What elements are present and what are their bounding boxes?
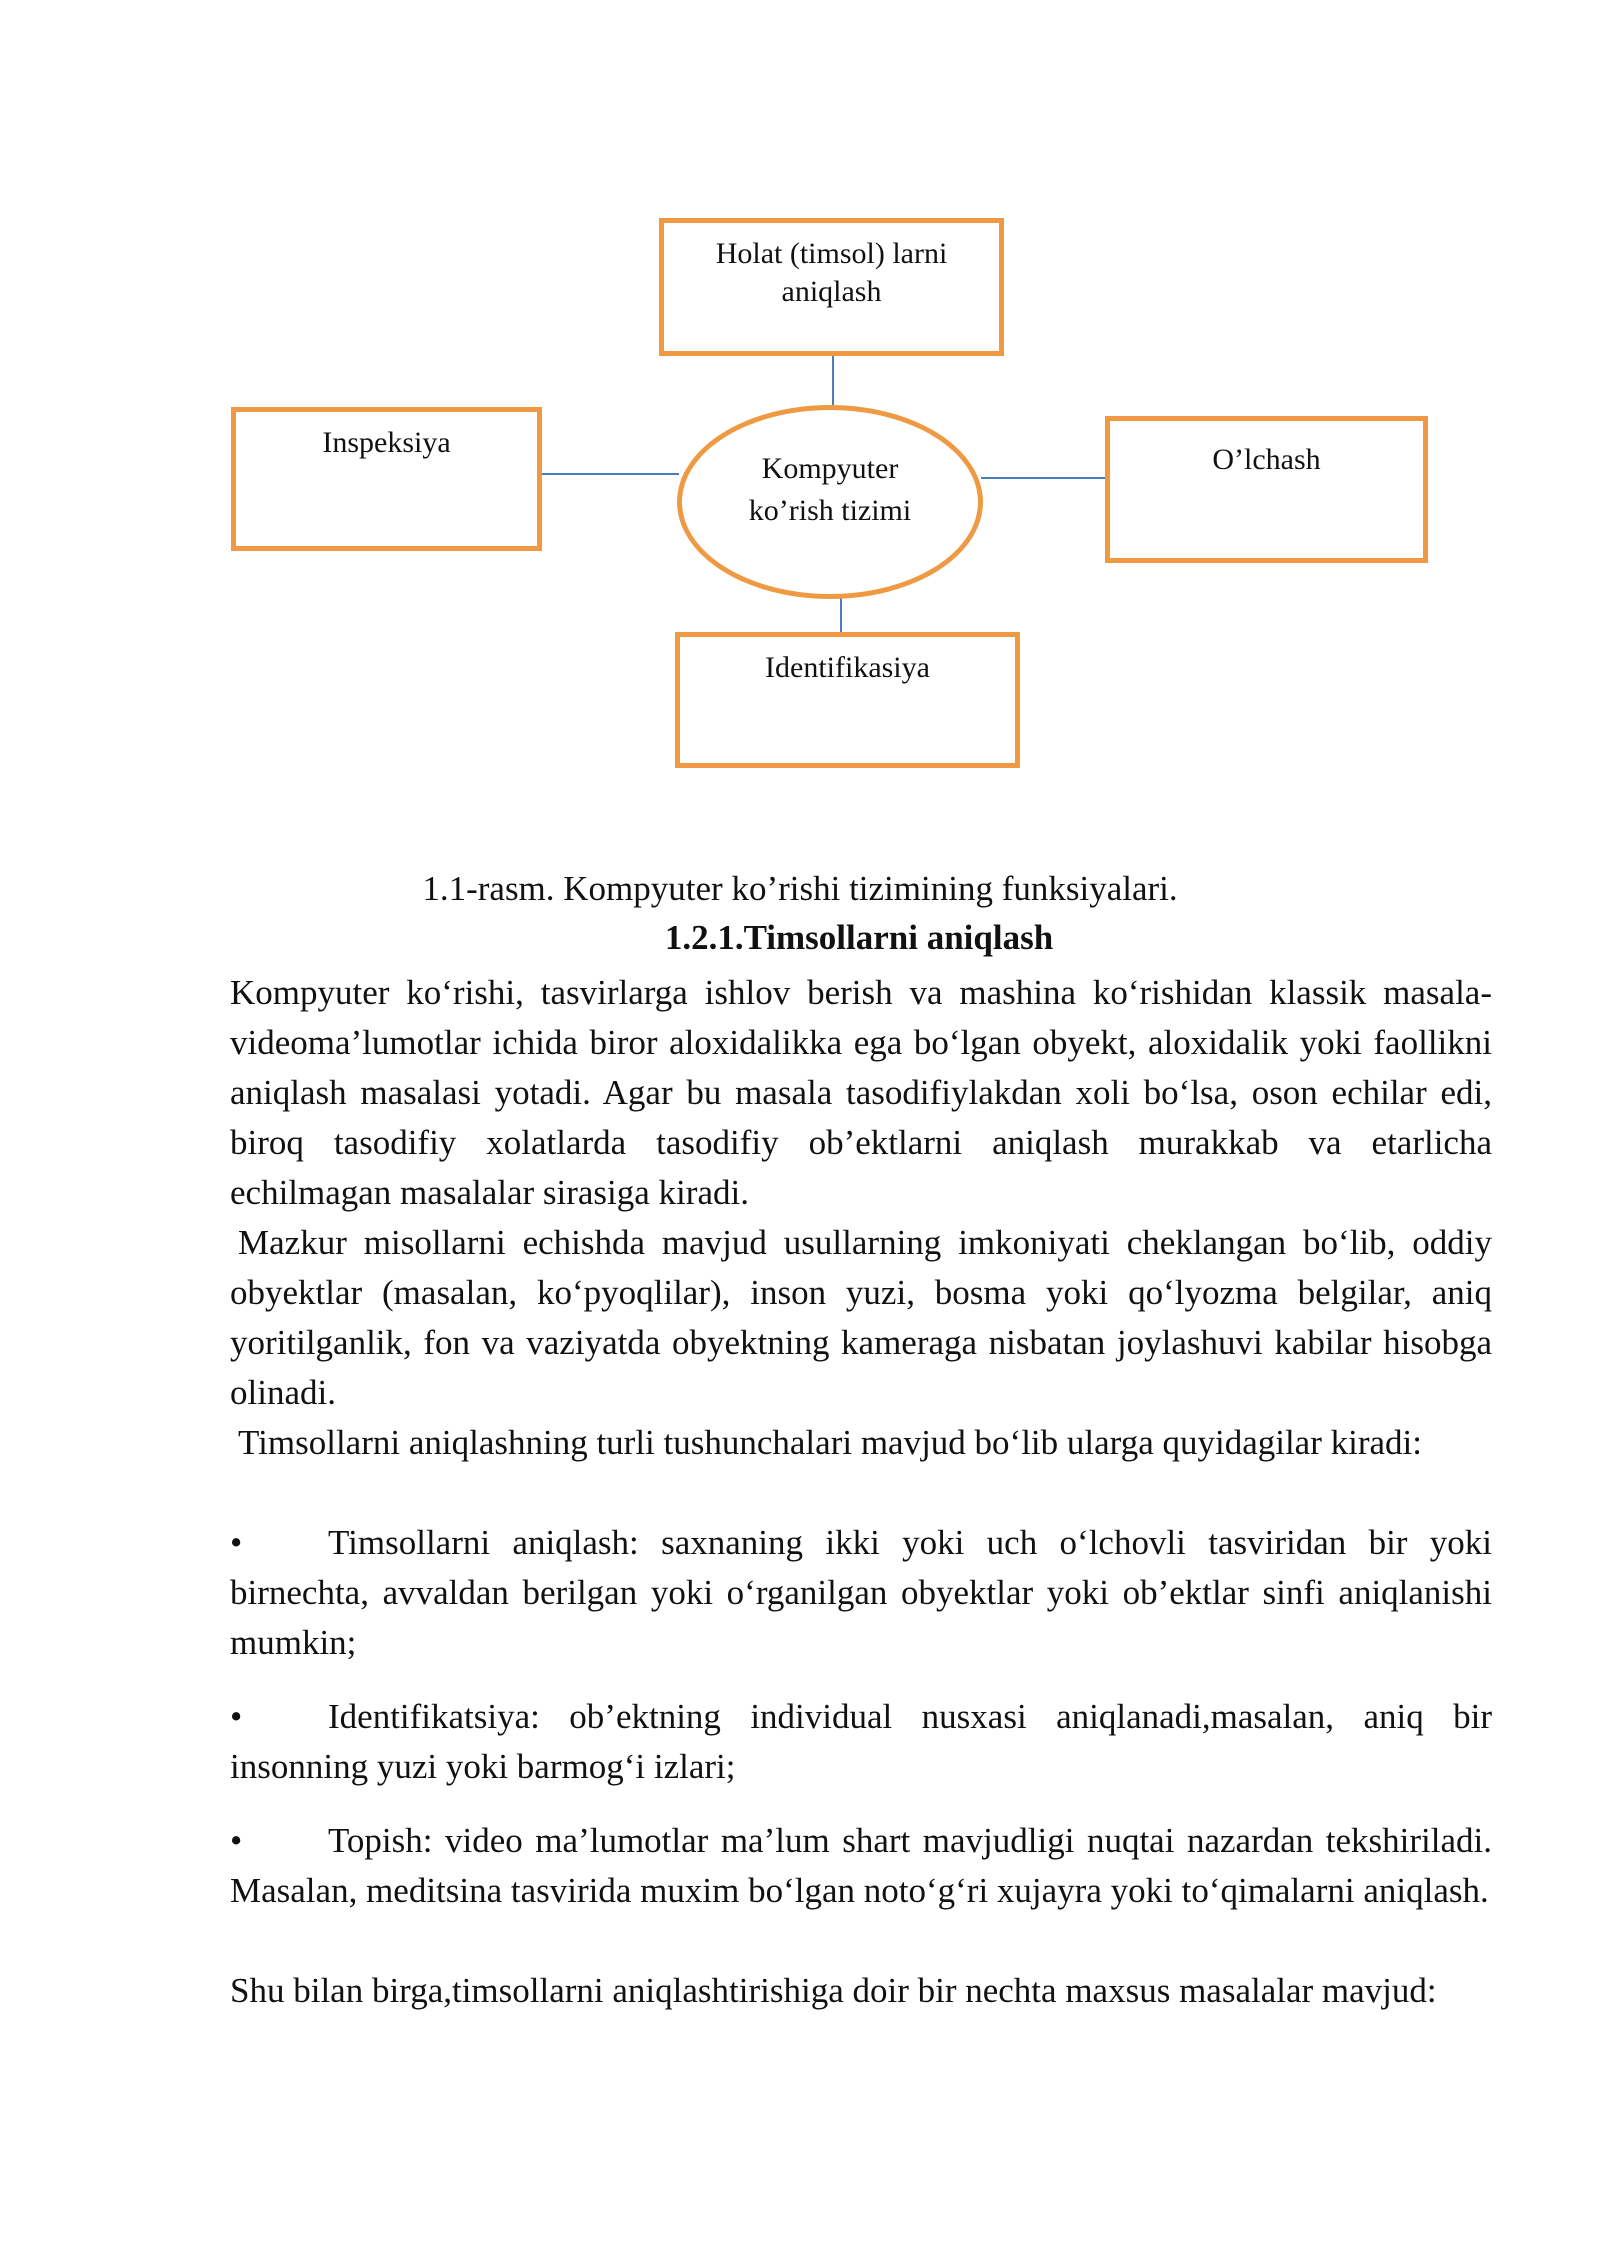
box-top-line1: Holat (timsol) larni [715, 237, 948, 270]
box-left-label: Inspeksiya [322, 426, 451, 459]
bullet-marker: • [230, 1523, 243, 1562]
bullet-text: Timsollarni aniqlash: saxnaning ikki yoki uch o‘lchovli tasviridan bir yoki birnechta, avvaldan berilgan yoki o‘rganilgan obyektlar yoki ob’ektlar sinfi aniqlanishi mumkin; [230, 1523, 1492, 1662]
bullet-text: Identifikatsiya: ob’ektning individual nusxasi aniqlanadi,masalan, aniq bir insonning yuzi yoki barmog‘i izlari; [230, 1697, 1492, 1786]
center-ellipse [677, 405, 983, 599]
box-identifikasiya [675, 632, 1020, 768]
box-olchash [1105, 416, 1428, 563]
bullet-item [230, 1816, 1492, 1916]
figure-caption: 1.1-rasm. Kompyuter ko’rishi tizimining funksiyalari. [422, 869, 1178, 908]
bullet-text: Topish: video ma’lumotlar ma’lum shart mavjudligi nuqtai nazardan tekshiriladi. Masalan, meditsina tasvirida muxim bo‘lgan noto‘g‘ri xujayra yoki to‘qimalarni aniqlash. [230, 1821, 1492, 1910]
connector-bottom [840, 597, 842, 634]
center-line2: ko’rish tizimi [748, 494, 912, 527]
box-top-line2: aniqlash [781, 275, 882, 308]
paragraph-2: Mazkur misollarni echishda mavjud usullarning imkoniyati cheklangan bo‘lib, oddiy obyektlar (masalan, ko‘pyoqlilar), inson yuzi, bosma yoki qo‘lyozma belgilar, aniq yoritilganlik, fon va vaziyatda obyektning kameraga nisbatan joylashuvi kabilar hisobga olinadi. [230, 1223, 1492, 1412]
functions-diagram [0, 0, 1600, 800]
box-right-label: O’lchash [1212, 443, 1321, 476]
connector-top [832, 356, 834, 406]
center-line1: Kompyuter [761, 452, 899, 485]
bullet-marker: • [230, 1821, 243, 1860]
bullet-marker: • [230, 1697, 243, 1736]
paragraph-4: Shu bilan birga,timsollarni aniqlashtirishiga doir bir nechta maxsus masalalar mavjud: [230, 1971, 1437, 2010]
connector-left [542, 473, 679, 475]
box-bottom-label: Identifikasiya [765, 651, 930, 684]
paragraph-3: Timsollarni aniqlashning turli tushunchalari mavjud bo‘lib ularga quyidagilar kiradi: [238, 1423, 1422, 1462]
section-heading: 1.2.1.Timsollarni aniqlash [664, 918, 1054, 957]
box-inspeksiya [231, 407, 542, 551]
bullet-item [230, 1518, 1492, 1668]
paragraph-1: Kompyuter ko‘rishi, tasvirlarga ishlov berish va mashina ko‘rishidan klassik masala-videoma’lumotlar ichida biror aloxidalikka ega bo‘lgan obyekt, aloxidalik yoki faollikni aniqlash masalasi yotadi. Agar bu masala tasodifiylakdan xoli bo‘lsa, oson echilar edi, biroq tasodifiy xolatlarda tasodifiy ob’ektlarni aniqlash murakkab va etarlicha echilmagan masalalar sirasiga kiradi. [230, 973, 1492, 1212]
connector-right [981, 477, 1107, 479]
box-holat-aniqlash [659, 218, 1004, 356]
bullet-item [230, 1692, 1492, 1792]
